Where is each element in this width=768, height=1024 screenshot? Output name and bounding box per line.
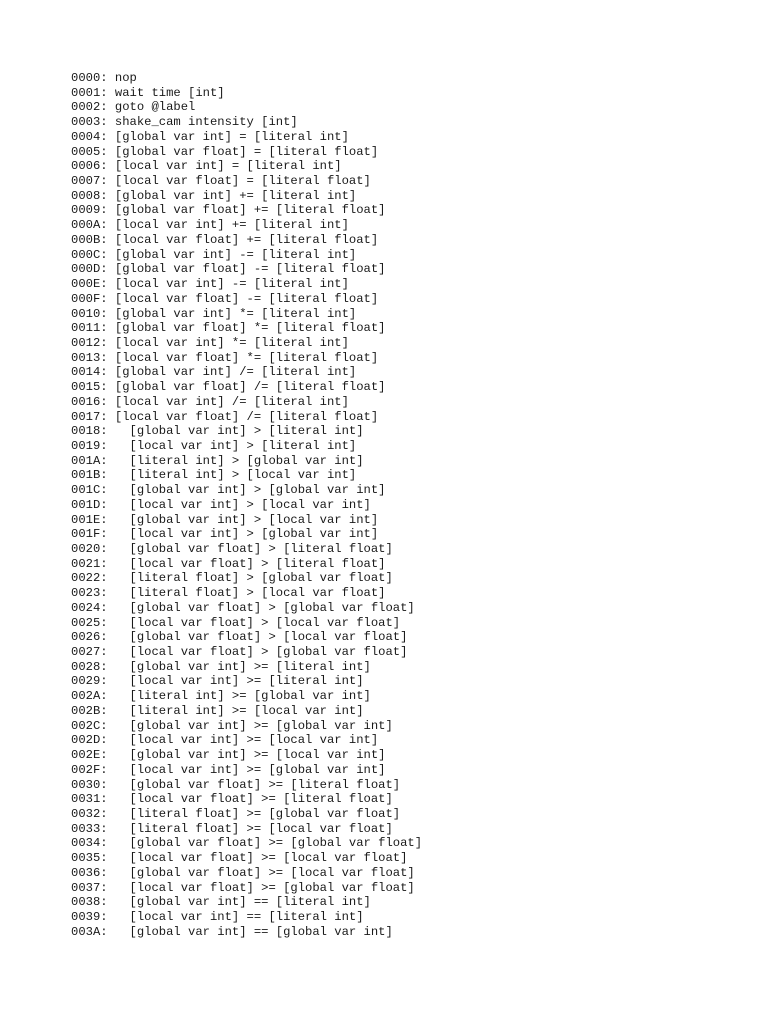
opcode-line: 0010: [global var int] *= [literal int]	[71, 306, 357, 321]
opcode-line: 0016: [local var int] /= [literal int]	[71, 394, 349, 409]
opcode-line: 0039: [local var int] == [literal int]	[71, 909, 364, 924]
opcode-line: 0014: [global var int] /= [literal int]	[71, 365, 357, 380]
opcode-line: 0018: [global var int] > [literal int]	[71, 424, 364, 439]
opcode-line: 000C: [global var int] -= [literal int]	[71, 247, 357, 262]
opcode-line: 0013: [local var float] *= [literal float]	[71, 350, 379, 365]
opcode-line: 002F: [local var int] >= [global var int]	[71, 762, 386, 777]
opcode-line: 0022: [literal float] > [global var float]	[71, 571, 393, 586]
opcode-line: 0036: [global var float] >= [local var float]	[71, 865, 415, 880]
opcode-line: 0008: [global var int] += [literal int]	[71, 188, 357, 203]
opcode-listing	[71, 71, 422, 939]
opcode-line: 002B: [literal int] >= [local var int]	[71, 703, 364, 718]
opcode-line: 0031: [local var float] >= [literal float]	[71, 792, 393, 807]
opcode-line: 000E: [local var int] -= [literal int]	[71, 277, 349, 292]
opcode-line: 0021: [local var float] > [literal float]	[71, 556, 386, 571]
opcode-line: 0030: [global var float] >= [literal float]	[71, 777, 401, 792]
opcode-line: 0003: shake_cam intensity [int]	[71, 115, 298, 130]
opcode-line: 0033: [literal float] >= [local var float]	[71, 821, 393, 836]
opcode-line: 003A: [global var int] == [global var int]	[71, 924, 393, 939]
opcode-line: 0026: [global var float] > [local var float]	[71, 630, 408, 645]
opcode-line: 0037: [local var float] >= [global var float]	[71, 880, 415, 895]
opcode-line: 002D: [local var int] >= [local var int]	[71, 733, 379, 748]
opcode-line: 0007: [local var float] = [literal float]	[71, 174, 371, 189]
opcode-line: 002A: [literal int] >= [global var int]	[71, 689, 371, 704]
opcode-line: 0019: [local var int] > [literal int]	[71, 438, 357, 453]
opcode-line: 0000: nop	[71, 71, 137, 85]
opcode-line: 0004: [global var int] = [literal int]	[71, 129, 349, 144]
opcode-line: 0011: [global var float] *= [literal float]	[71, 321, 386, 336]
opcode-line: 0005: [global var float] = [literal float]	[71, 144, 379, 159]
opcode-line: 001C: [global var int] > [global var int]	[71, 483, 386, 498]
opcode-line: 0001: wait time [int]	[71, 85, 225, 100]
opcode-line: 001A: [literal int] > [global var int]	[71, 453, 364, 468]
opcode-line: 0009: [global var float] += [literal float]	[71, 203, 386, 218]
opcode-line: 001E: [global var int] > [local var int]	[71, 512, 379, 527]
opcode-line: 0028: [global var int] >= [literal int]	[71, 659, 371, 674]
opcode-line: 0024: [global var float] > [global var float]	[71, 600, 415, 615]
opcode-line: 000B: [local var float] += [literal float]	[71, 232, 379, 247]
opcode-line: 0015: [global var float] /= [literal float]	[71, 380, 386, 395]
opcode-line: 0017: [local var float] /= [literal float]	[71, 409, 379, 424]
opcode-line: 0025: [local var float] > [local var float]	[71, 615, 401, 630]
opcode-line: 0023: [literal float] > [local var float]	[71, 586, 386, 601]
opcode-line: 000D: [global var float] -= [literal float]	[71, 262, 386, 277]
opcode-line: 0034: [global var float] >= [global var float]	[71, 836, 423, 851]
opcode-line: 0006: [local var int] = [literal int]	[71, 159, 342, 174]
opcode-line: 0029: [local var int] >= [literal int]	[71, 674, 364, 689]
opcode-line: 0038: [global var int] == [literal int]	[71, 895, 371, 910]
opcode-line: 0032: [literal float] >= [global var float]	[71, 806, 401, 821]
opcode-line: 001D: [local var int] > [local var int]	[71, 497, 371, 512]
opcode-line: 0027: [local var float] > [global var float]	[71, 645, 408, 660]
opcode-line: 002E: [global var int] >= [local var int]	[71, 748, 386, 763]
opcode-line: 000A: [local var int] += [literal int]	[71, 218, 349, 233]
opcode-line: 002C: [global var int] >= [global var int]	[71, 718, 393, 733]
opcode-line: 0020: [global var float] > [literal float]	[71, 542, 393, 556]
opcode-line: 000F: [local var float] -= [literal float]	[71, 291, 379, 306]
opcode-line: 0012: [local var int] *= [literal int]	[71, 335, 349, 350]
opcode-line: 001B: [literal int] > [local var int]	[71, 468, 357, 483]
opcode-line: 001F: [local var int] > [global var int]	[71, 527, 379, 542]
opcode-line: 0035: [local var float] >= [local var float]	[71, 851, 408, 866]
opcode-line: 0002: goto @label	[71, 100, 196, 115]
